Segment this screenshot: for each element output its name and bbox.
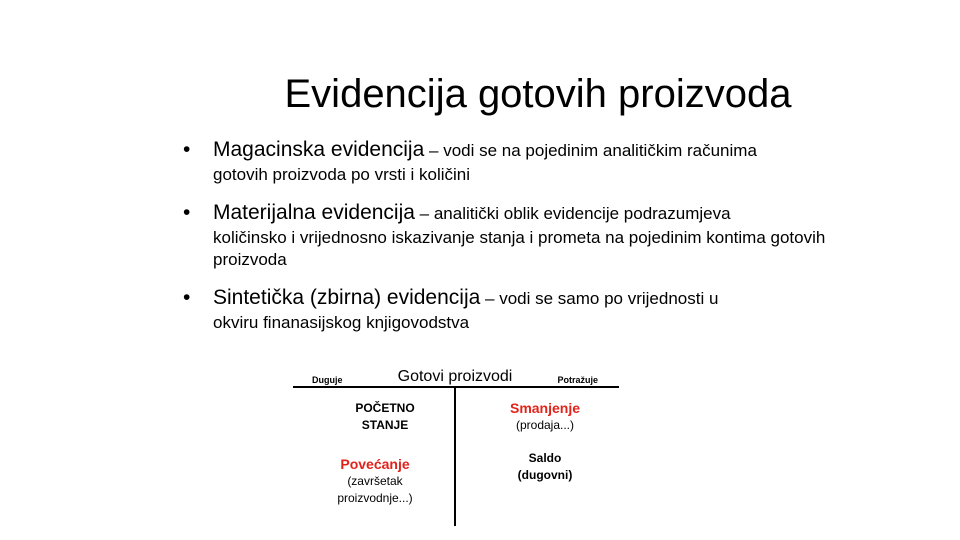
- bullet-dot-icon: •: [183, 138, 191, 161]
- bullet-dot-icon: •: [183, 286, 191, 309]
- bullet-text: – vodi se na pojedinim analitičkim računima: [424, 141, 757, 160]
- bullet-continuation: gotovih proizvoda po vrsti i količini: [213, 165, 471, 184]
- debit-label: Duguje: [312, 375, 343, 385]
- decrease-title: Smanjenje: [509, 400, 581, 416]
- credit-label: Potražuje: [557, 375, 598, 385]
- bullet-heading: Sintetička (zbirna) evidencija: [213, 286, 481, 309]
- bullet-dot-icon: •: [183, 201, 191, 224]
- balance-line: Saldo: [528, 451, 562, 465]
- bullet-heading: Materijalna evidencija: [213, 201, 415, 224]
- opening-balance: [335, 400, 435, 434]
- increase-title: Povećanje: [340, 456, 410, 472]
- decrease-note: (prodaja...): [515, 418, 575, 432]
- bullet-text: – vodi se samo po vrijednosti u: [480, 289, 719, 308]
- bullet-heading: Magacinska evidencija: [213, 138, 425, 161]
- bullet-item: [183, 137, 883, 186]
- bullet-continuation: količinsko i vrijednosno iskazivanje stanja i prometa na pojedinim kontima gotovih proizvoda: [213, 228, 826, 269]
- increase-note: proizvodnje...): [337, 491, 413, 505]
- balance-entry: [480, 450, 610, 484]
- bullet-list: [183, 137, 883, 348]
- bullet-item: [183, 200, 883, 271]
- t-account-title: Gotovi proizvodi: [397, 368, 513, 385]
- slide-title: Evidencija gotovih proizvoda: [284, 72, 792, 116]
- increase-entry: [310, 456, 440, 507]
- opening-balance-line: POČETNO: [355, 401, 415, 415]
- t-account-diagram: [290, 366, 620, 530]
- bullet-item: [183, 285, 883, 334]
- bullet-text: – analitički oblik evidencije podrazumjeva: [414, 204, 731, 223]
- opening-balance-line: STANJE: [361, 418, 409, 432]
- balance-line: (dugovni): [517, 468, 573, 482]
- t-account-horizontal-line: [293, 386, 619, 388]
- t-account-vertical-line: [454, 386, 456, 526]
- decrease-entry: [480, 400, 610, 434]
- bullet-continuation: okviru finanasijskog knjigovodstva: [213, 313, 470, 332]
- increase-note: (završetak: [347, 474, 403, 488]
